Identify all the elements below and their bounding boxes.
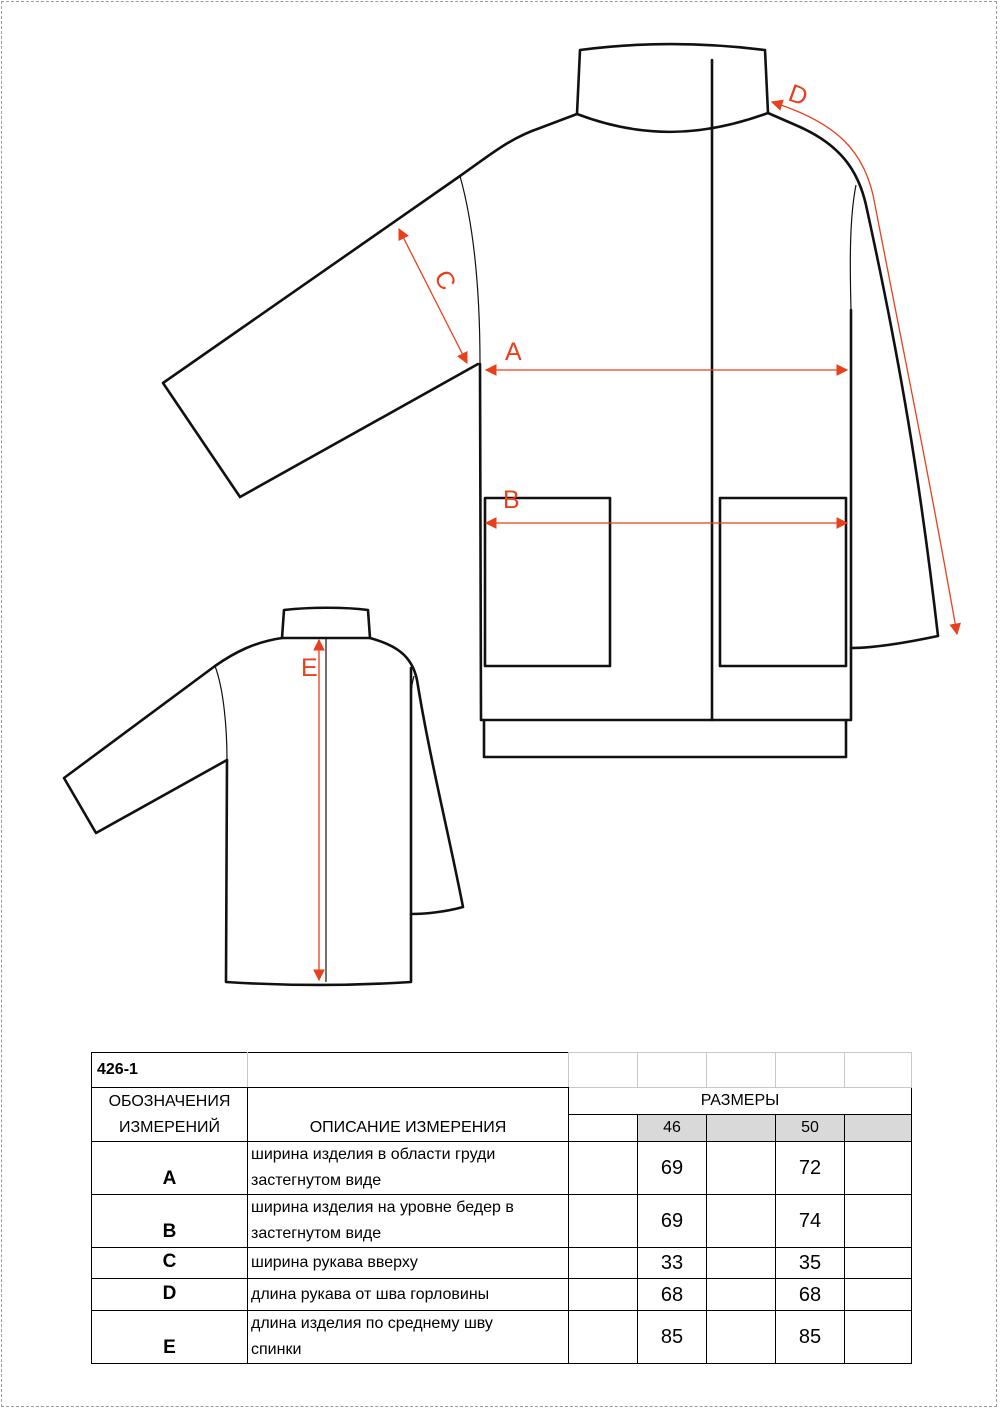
- value-50: 35: [776, 1248, 845, 1279]
- label-a: A: [505, 338, 522, 366]
- value-50: 72: [776, 1142, 845, 1195]
- header-sizes: РАЗМЕРЫ: [569, 1088, 912, 1115]
- front-right-sleeve: [768, 113, 938, 648]
- front-collar: [577, 44, 768, 132]
- size-50: 50: [776, 1115, 845, 1142]
- back-seams: [215, 638, 414, 982]
- value-46: 69: [638, 1142, 707, 1195]
- model-code: 426-1: [92, 1053, 248, 1088]
- desc-line: спинки: [251, 1341, 302, 1358]
- row-code: B: [92, 1195, 248, 1248]
- label-b: B: [503, 486, 520, 514]
- value-46: 68: [638, 1279, 707, 1311]
- measure-line-d: [772, 102, 957, 634]
- table-header-row: [92, 1088, 912, 1115]
- back-right-sleeve: [370, 638, 463, 914]
- value-46: 33: [638, 1248, 707, 1279]
- row-code: C: [92, 1248, 248, 1279]
- table-row: [92, 1195, 912, 1248]
- row-code: A: [92, 1142, 248, 1195]
- back-view: [64, 608, 463, 985]
- desc-line: длина изделия по среднему шву: [251, 1315, 493, 1332]
- table-row: [92, 1142, 912, 1195]
- size-46: 46: [638, 1115, 707, 1142]
- row-description: [248, 1311, 569, 1364]
- front-view: [163, 44, 938, 757]
- row-description: ширина рукава вверху: [248, 1248, 569, 1279]
- desc-line: ширина изделия в области груди: [251, 1146, 496, 1163]
- header-codes-line1: ОБОЗНАЧЕНИЯ: [108, 1092, 231, 1110]
- desc-line: ширина изделия на уровне бедер в: [251, 1199, 514, 1216]
- value-50: 74: [776, 1195, 845, 1248]
- value-46: 69: [638, 1195, 707, 1248]
- front-seams: [460, 176, 856, 364]
- table-title-row: [92, 1053, 912, 1088]
- label-d: D: [784, 79, 812, 112]
- table-row: [92, 1279, 912, 1311]
- back-collar: [282, 608, 370, 638]
- front-measurements: [399, 102, 957, 634]
- header-description: ОПИСАНИЕ ИЗМЕРЕНИЯ: [248, 1088, 569, 1142]
- table-row: [92, 1248, 912, 1279]
- header-codes: [92, 1088, 248, 1142]
- row-description: [248, 1142, 569, 1195]
- measure-line-c: [399, 229, 467, 363]
- front-left-sleeve: [163, 114, 577, 497]
- front-body: [480, 310, 851, 720]
- row-description: [248, 1195, 569, 1248]
- value-46: 85: [638, 1311, 707, 1364]
- row-description: длина рукава от шва горловины: [248, 1279, 569, 1311]
- row-code: D: [92, 1279, 248, 1311]
- table-row: [92, 1311, 912, 1364]
- size-table: [91, 1052, 912, 1364]
- label-e: E: [301, 654, 318, 682]
- back-left-sleeve: [64, 638, 282, 833]
- value-50: 85: [776, 1311, 845, 1364]
- front-hem-band: [484, 720, 846, 757]
- value-50: 68: [776, 1279, 845, 1311]
- label-c: C: [428, 265, 462, 295]
- desc-line: застегнутом виде: [251, 1225, 382, 1242]
- header-codes-line2: ИЗМЕРЕНИЙ: [118, 1118, 221, 1136]
- row-code: E: [92, 1311, 248, 1364]
- desc-line: застегнутом виде: [251, 1172, 382, 1189]
